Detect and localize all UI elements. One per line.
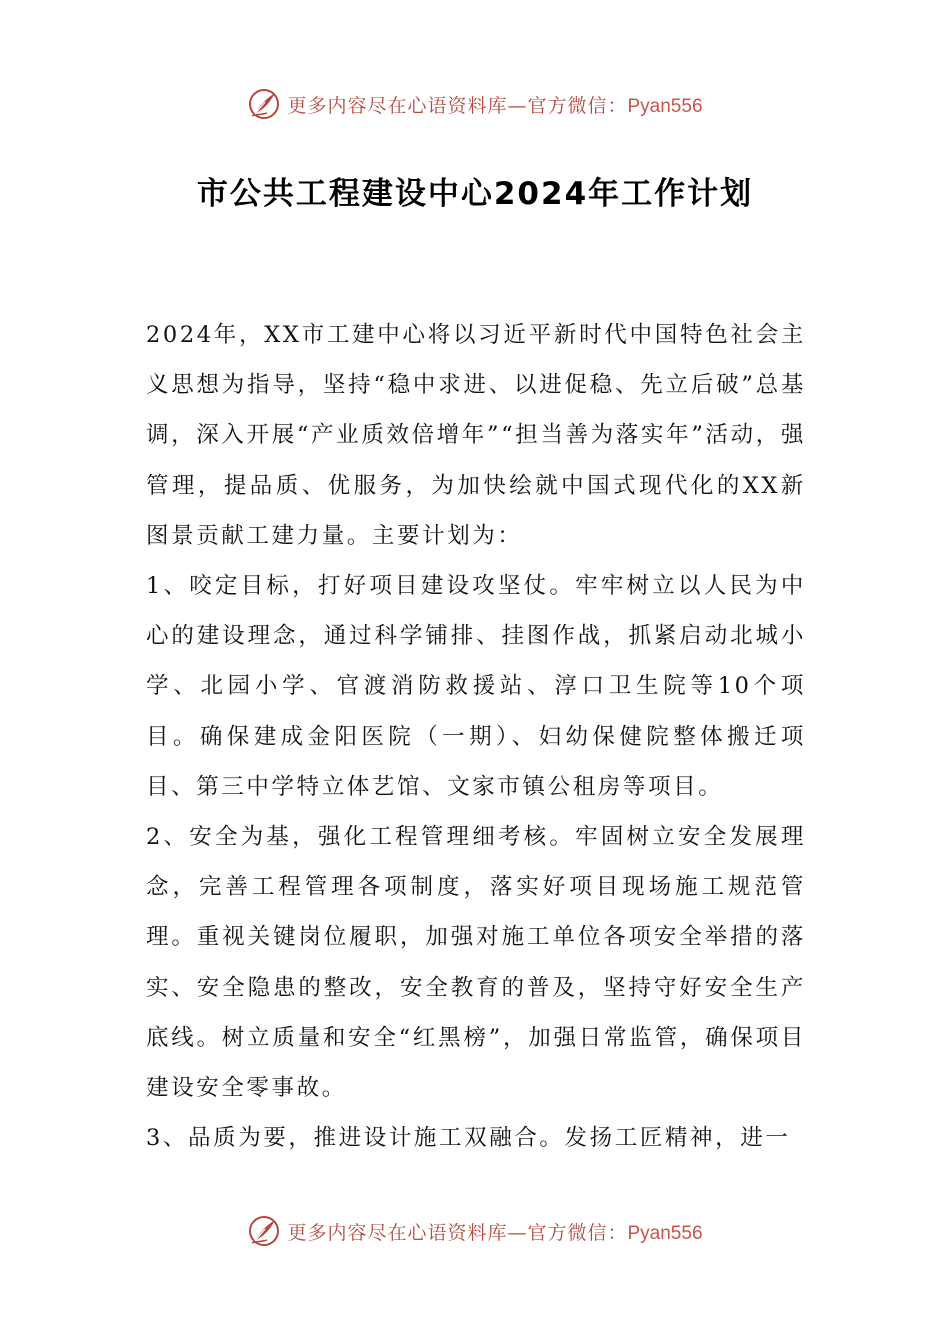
quill-pen-icon [247,1214,281,1248]
wechat-id: Pyan556 [627,1222,703,1244]
banner-text: 更多内容尽在心语资料库—官方微信：Pyan556 [287,94,703,117]
paragraph-intro: 2024年，XX市工建中心将以习近平新时代中国特色社会主义思想为指导，坚持“稳中求进、以进促稳、先立后破”总基调，深入开展“产业质效倍增年”“担当善为落实年”活动，强管理，提品质、优服务，为加快绘就中国式现代化的XX新图景贡献工建力量。主要计划为： [146,322,806,549]
document-body [146,310,806,1163]
paragraph-item-1: 1、咬定目标，打好项目建设攻坚仗。牢牢树立以人民为中心的建设理念，通过科学铺排、挂图作战，抓紧启动北城小学、北园小学、官渡消防救援站、淳口卫生院等10个项目。确保建成金阳医院（一期）、妇幼保健院整体搬迁项目、第三中学特立体艺馆、文家市镇公租房等项目。 [146,573,806,800]
header-banner [0,84,950,124]
paragraph-item-2: 2、安全为基，强化工程管理细考核。牢固树立安全发展理念，完善工程管理各项制度，落实好项目现场施工规范管理。重视关键岗位履职，加强对施工单位各项安全举措的落实、安全隐患的整改，安全教育的普及，坚持守好安全生产底线。树立质量和安全“红黑榜”，加强日常监管，确保项目建设安全零事故。 [146,824,806,1102]
document-title: 市公共工程建设中心2024年工作计划 [196,176,754,212]
quill-pen-icon [247,87,281,121]
footer-banner [0,1211,950,1251]
wechat-id: Pyan556 [627,95,703,117]
banner-text: 更多内容尽在心语资料库—官方微信：Pyan556 [287,1221,703,1244]
paragraph-item-3: 3、品质为要，推进设计施工双融合。发扬工匠精神，进一 [146,1125,791,1152]
